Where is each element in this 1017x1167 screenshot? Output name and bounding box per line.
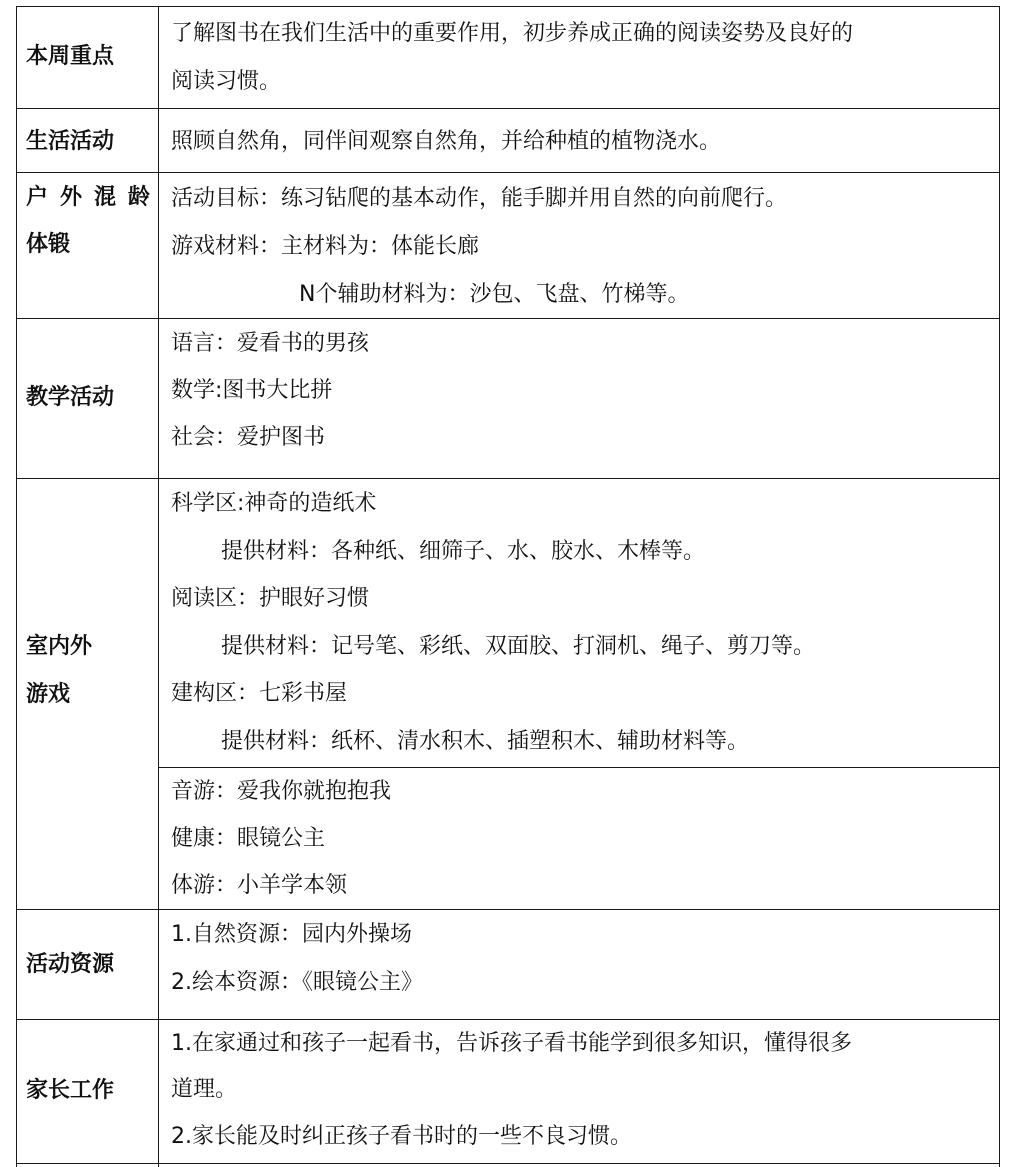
- parents-line: 道理。: [171, 1077, 238, 1102]
- row-divider: [16, 172, 1000, 173]
- area-materials: 提供材料：各种纸、细筛子、水、胶水、木棒等。: [221, 539, 706, 564]
- teaching-line: 语言：爱看书的男孩: [171, 331, 370, 356]
- outdoor-goal: 活动目标：练习钻爬的基本动作，能手脚并用自然的向前爬行。: [171, 186, 788, 211]
- row-label-outdoor: [26, 175, 150, 221]
- teaching-line: 数学:图书大比拼: [171, 378, 333, 403]
- row-label-outdoor-line1: 户外混龄: [26, 185, 150, 210]
- table-border-top: [16, 6, 1000, 7]
- row-label-resources: 活动资源: [26, 952, 115, 977]
- outdoor-aux-materials: N个辅助材料为：沙包、飞盘、竹梯等。: [299, 282, 690, 307]
- area-title: 科学区:神奇的造纸术: [171, 491, 377, 516]
- column-divider: [158, 6, 159, 1167]
- row-label-outdoor-line2: 体锻: [26, 232, 71, 257]
- outdoor-materials: 游戏材料：主材料为：体能长廊: [171, 234, 480, 259]
- row-label-games-line2: 游戏: [26, 682, 71, 707]
- row-label-games-line1: 室内外: [26, 634, 93, 659]
- life-line: 照顾自然角，同伴间观察自然角，并给种植的植物浇水。: [171, 129, 722, 154]
- row-divider: [16, 478, 1000, 479]
- area-materials: 提供材料：纸杯、清水积木、插塑积木、辅助材料等。: [221, 729, 750, 754]
- area-title: 建构区：七彩书屋: [171, 681, 348, 706]
- row-label-life: 生活活动: [26, 129, 115, 154]
- area-title: 阅读区：护眼好习惯: [171, 586, 370, 611]
- area-materials: 提供材料：记号笔、彩纸、双面胶、打洞机、绳子、剪刀等。: [221, 634, 816, 659]
- parents-line: 2.家长能及时纠正孩子看书时的一些不良习惯。: [171, 1124, 632, 1149]
- row-label-teaching: 教学活动: [26, 385, 115, 410]
- game-activity: 音游：爱我你就抱抱我: [171, 779, 392, 804]
- resource-line: 2.绘本资源：《眼镜公主》: [171, 970, 423, 995]
- game-activity: 健康：眼镜公主: [171, 826, 326, 851]
- row-divider: [16, 909, 1000, 910]
- row-divider: [16, 108, 1000, 109]
- table-border-left: [16, 6, 17, 1167]
- focus-line: 了解图书在我们生活中的重要作用，初步养成正确的阅读姿势及良好的: [171, 21, 854, 46]
- row-label-focus: 本周重点: [26, 44, 115, 69]
- teaching-line: 社会：爱护图书: [171, 425, 326, 450]
- resource-line: 1.自然资源：园内外操场: [171, 922, 412, 947]
- focus-line: 阅读习惯。: [171, 69, 282, 94]
- row-divider: [16, 1163, 1000, 1164]
- parents-line: 1.在家通过和孩子一起看书，告诉孩子看书能学到很多知识，懂得很多: [171, 1031, 852, 1056]
- row-label-parents: 家长工作: [26, 1078, 115, 1103]
- table-border-right: [999, 6, 1000, 1167]
- game-activity: 体游：小羊学本领: [171, 873, 348, 898]
